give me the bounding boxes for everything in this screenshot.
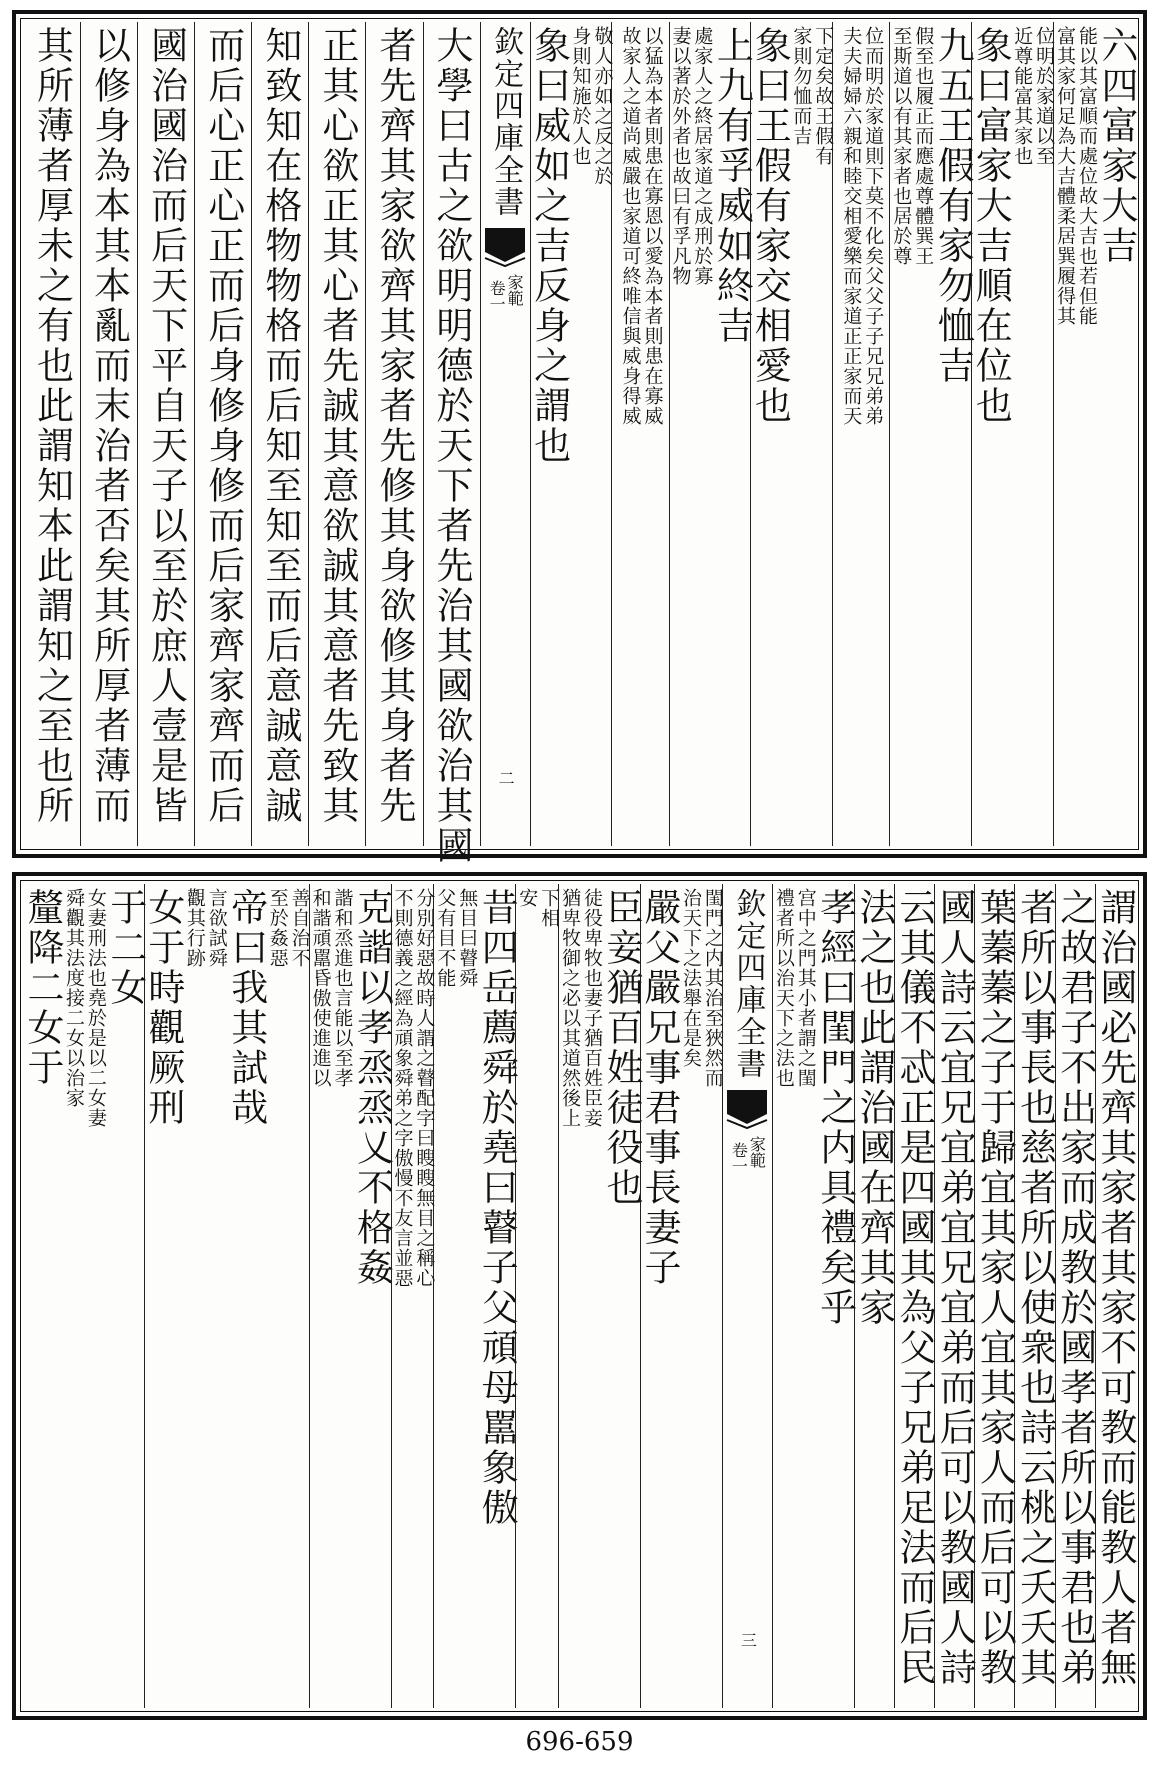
text-column — [391, 884, 434, 1708]
text-column — [772, 884, 857, 1708]
annotation-line-left: 安 — [516, 888, 539, 908]
text-column — [141, 884, 311, 1708]
annotation-line-right: 下定矣故王假有 — [812, 26, 835, 166]
text-column — [24, 22, 80, 846]
annotation-line-right: 宫中之門其小者謂之閨 — [794, 888, 817, 1088]
main-text: 上九有孚威如終吉 — [710, 26, 754, 346]
text-column — [1053, 22, 1138, 846]
annotation-line-right: 言欲試舜 — [205, 888, 228, 968]
center-fold-column — [480, 22, 530, 846]
annotation-line-left: 至於姦惡 — [266, 888, 289, 968]
main-text: 葉蓁蓁之子于歸宜其家人宜其家人而后可以教 — [973, 888, 1017, 1688]
annotation-pair — [310, 888, 352, 1708]
annotation-line-left: 故家人之道尚威嚴也家道可終唯信與威身得威 — [619, 26, 642, 426]
section-name: 家範 — [505, 274, 525, 306]
bottom-page — [12, 872, 1147, 1720]
top-page — [12, 10, 1147, 866]
main-text: 正其心欲正其心者先誠其意欲誠其意者先致其 — [315, 26, 359, 826]
text-column — [933, 884, 977, 1708]
section-juan-pair — [487, 274, 525, 312]
annotation-line-right: 位明於家道以至 — [1033, 26, 1056, 166]
annotation-line-left: 不則德義之經為頑象舜弟之字傲慢不友言並惡 — [391, 888, 414, 1288]
annotation-pair — [184, 888, 226, 1708]
section-juan-pair — [729, 1136, 767, 1174]
annotation-pair — [516, 888, 561, 1708]
text-column — [669, 22, 754, 846]
section-name: 家範 — [747, 1136, 767, 1168]
text-column — [251, 22, 308, 846]
text-column — [365, 22, 422, 846]
annotation-line-right: 位而明於家道則下莫不化矣父父子子兄兄弟弟 — [862, 26, 885, 426]
main-text: 象曰富家大吉順在位也 — [969, 26, 1013, 426]
annotation-line-left: 夫夫婦婦六親和睦交相愛樂而家道正正家而天 — [840, 26, 863, 426]
fishtail-mark-icon — [483, 226, 527, 266]
annotation-pair — [790, 26, 835, 846]
text-column — [1095, 884, 1135, 1708]
annotation-pair — [570, 26, 612, 846]
main-text: 九五王假有家勿恤吉 — [931, 26, 975, 386]
main-text: 而后心正心正而后身修身修而后家齊家齊而后 — [201, 26, 245, 826]
main-text: 女于時觀厥刑 — [141, 888, 185, 1128]
fishtail-mark-icon — [725, 1088, 769, 1128]
text-column — [640, 884, 722, 1708]
main-text: 釐降二女于 — [21, 888, 65, 1088]
collection-title: 欽定四庫全書 — [488, 26, 524, 218]
text-column — [80, 22, 137, 846]
text-column — [308, 22, 365, 846]
main-text: 孝經曰閨門之内具禮矣乎 — [813, 888, 857, 1328]
text-column — [515, 884, 561, 1708]
main-text: 大學曰古之欲明明德於天下者先治其國欲治其國 — [430, 26, 474, 866]
main-text: 象曰威如之吉反身之謂也 — [527, 26, 571, 466]
annotation-pair — [773, 888, 815, 1708]
text-column — [21, 884, 147, 1708]
main-text: 之故君子不出家而成教於國孝者所以事君也弟 — [1053, 888, 1097, 1688]
annotation-pair — [267, 888, 309, 1708]
main-text: 法之也此謂治國在齊其家 — [852, 888, 896, 1328]
main-text: 于二女 — [103, 888, 147, 1008]
annotation-line-left: 猶卑牧御之必以其道然後上 — [559, 888, 582, 1128]
annotation-line-left: 父有目不能 — [434, 888, 457, 988]
main-text: 嚴父嚴兄事君事長妻子 — [638, 888, 682, 1288]
main-text: 謂治國必先齊其家者其家不可教而能教人者無 — [1093, 888, 1137, 1688]
annotation-line-left: 治天下之法舉在是矣 — [679, 888, 702, 1068]
main-text: 國治國治而后天下平自天子以至於庶人壹是皆 — [144, 26, 188, 826]
annotation-pair — [392, 888, 434, 1708]
annotation-pair — [670, 26, 712, 846]
main-text: 云其儀不忒正是四國其為父子兄弟足法而后民 — [893, 888, 937, 1688]
annotation-line-right: 以猛為本者則患在寡恩以愛為本者則患在寡威 — [641, 26, 664, 426]
annotation-pair — [1011, 26, 1056, 846]
text-column — [527, 22, 614, 846]
annotation-pair — [1054, 26, 1096, 846]
main-text: 六四富家大吉 — [1095, 26, 1138, 266]
annotation-line-right: 女妻刑法也堯於是以二女妻 — [84, 888, 107, 1128]
annotation-line-right: 下相 — [538, 888, 561, 928]
annotation-line-right: 處家人之終居家道之成刑於寡 — [691, 26, 714, 286]
juan-number: 卷一 — [487, 280, 507, 312]
annotation-line-left: 至斯道以有其家者也居於尊 — [890, 26, 913, 266]
annotation-line-left: 禮者所以治天下之法也 — [772, 888, 795, 1088]
text-column — [433, 884, 519, 1708]
annotation-line-right: 假至也履正而應處尊體巽王 — [912, 26, 935, 266]
text-column — [558, 884, 644, 1708]
annotation-line-right: 諧和烝進也言能以至孝 — [331, 888, 354, 1088]
main-text: 國人詩云宜兄宜弟宜兄宜弟而后可以教國人詩 — [933, 888, 977, 1688]
annotation-pair — [434, 888, 479, 1708]
page-reference-number: 696-659 — [525, 1727, 634, 1757]
annotation-line-left: 近尊能富其家也 — [1011, 26, 1034, 166]
main-text: 者先齊其家欲齊其家者先修其身欲修其身者先 — [372, 26, 416, 826]
text-column — [748, 22, 835, 846]
main-text: 其所薄者厚未之有也此謂知本此謂知之至也所 — [30, 26, 74, 826]
text-column — [969, 22, 1056, 846]
juan-number: 卷一 — [729, 1142, 749, 1174]
folio-number: 二 — [496, 770, 516, 786]
text-column — [832, 22, 889, 846]
text-column — [423, 22, 480, 866]
annotation-line-right: 閨門之内其治至狹然而 — [701, 888, 724, 1088]
annotation-line-left: 身則知施於人也 — [569, 26, 592, 166]
text-column — [893, 884, 937, 1708]
text-column — [973, 884, 1017, 1708]
annotation-pair — [840, 26, 885, 846]
text-column — [309, 884, 394, 1708]
annotation-line-right: 能以其富順而處位故大吉也若但能 — [1076, 26, 1098, 326]
top-columns — [24, 22, 1138, 866]
main-text: 以修身為本其本亂而末治者否矣其所厚者薄而 — [87, 26, 131, 826]
text-column — [854, 884, 894, 1708]
annotation-line-left: 舜觀其法度接二女以治家 — [62, 888, 85, 1108]
annotation-pair — [620, 26, 662, 846]
text-column — [889, 22, 975, 846]
text-column — [1013, 884, 1057, 1708]
bottom-columns — [21, 884, 1137, 1708]
main-text: 克諧以孝烝烝乂不格姦 — [350, 888, 394, 1288]
annotation-line-right: 善自治不 — [288, 888, 311, 968]
annotation-line-right: 無目曰瞽舜 — [456, 888, 479, 988]
annotation-line-right: 敬人亦如之反之於 — [591, 26, 614, 186]
annotation-line-right: 徒役卑牧也妻子猶百姓臣妾 — [581, 888, 604, 1128]
text-column — [137, 22, 194, 846]
collection-title: 欽定四庫全書 — [730, 888, 766, 1080]
annotation-pair — [680, 888, 722, 1708]
main-text: 臣妾猶百姓徒役也 — [600, 888, 644, 1208]
annotation-line-left: 富其家何足為大吉體柔居巽履得其 — [1054, 26, 1077, 326]
center-fold-column — [722, 884, 772, 1708]
main-text: 者所以事長也慈者所以使衆也詩云桃之夭夭其 — [1013, 888, 1057, 1688]
text-column — [1055, 884, 1095, 1708]
annotation-pair — [890, 26, 935, 846]
main-text: 象曰王假有家交相愛也 — [748, 26, 792, 426]
annotation-line-left: 觀其行跡 — [183, 888, 206, 968]
annotation-line-left: 家則勿恤而吉 — [790, 26, 813, 146]
main-text: 昔四岳薦舜於堯曰瞽子父頑母嚚象傲 — [475, 888, 519, 1528]
text-column — [194, 22, 251, 846]
text-column — [611, 22, 668, 846]
folio-number: 三 — [738, 1632, 758, 1648]
main-text: 知致知在格物物格而后知至知至而后意誠意誠 — [258, 26, 302, 826]
annotation-line-right: 分別好惡故時人謂之瞽配字曰瞍瞍無目之稱心 — [413, 888, 436, 1288]
annotation-pair — [559, 888, 604, 1708]
annotation-line-left: 和諧頑嚚昏傲使進進以 — [309, 888, 332, 1088]
annotation-line-left: 妻以著於外者也故曰有孚凡物 — [669, 26, 692, 286]
main-text: 帝曰我其試哉 — [224, 888, 268, 1128]
annotation-pair — [63, 888, 105, 1708]
